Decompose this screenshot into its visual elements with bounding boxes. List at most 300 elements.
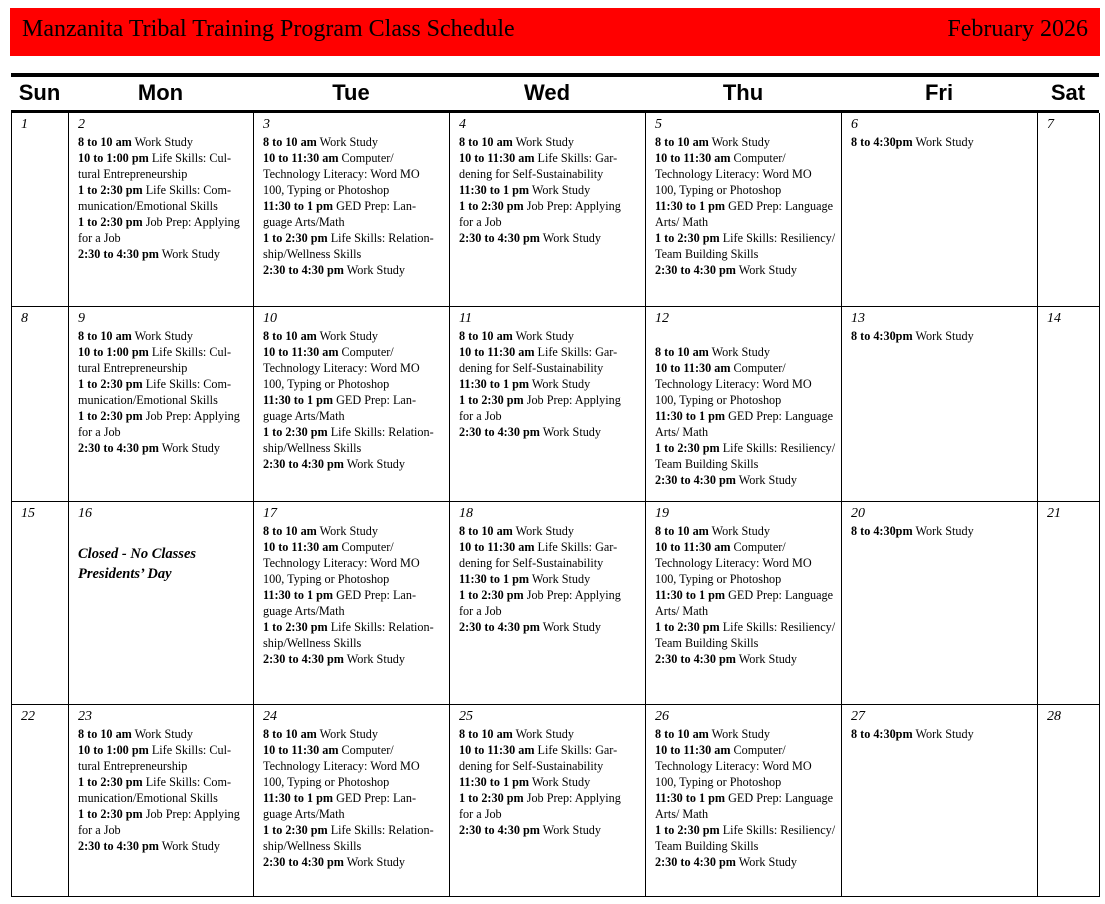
event-description: Work Study bbox=[316, 329, 378, 343]
day-number: 7 bbox=[1047, 117, 1054, 132]
day-number: 10 bbox=[263, 311, 277, 326]
schedule-event bbox=[655, 230, 837, 262]
day-number: 19 bbox=[655, 506, 669, 521]
event-description: GED Prep: Lan- guage Arts/Math bbox=[263, 393, 416, 423]
event-description: Work Study bbox=[158, 839, 220, 853]
event-time: 10 to 11:30 am bbox=[459, 345, 535, 359]
day-cell-16 bbox=[69, 501, 254, 704]
schedule-event bbox=[655, 651, 837, 667]
schedule-event bbox=[459, 539, 641, 571]
weekday-sat: Sat bbox=[1050, 80, 1086, 105]
event-description: Work Study bbox=[316, 524, 378, 538]
event-time: 10 to 1:00 pm bbox=[78, 743, 149, 757]
schedule-event bbox=[655, 198, 837, 230]
event-time: 8 to 4:30pm bbox=[851, 135, 913, 149]
schedule-event bbox=[655, 134, 837, 150]
event-time: 2:30 to 4:30 pm bbox=[655, 263, 736, 277]
schedule-event bbox=[459, 742, 641, 774]
event-description: Work Study bbox=[529, 775, 591, 789]
event-time: 8 to 10 am bbox=[655, 345, 709, 359]
event-description: Work Study bbox=[735, 263, 797, 277]
event-description: Life Skills: Cul- tural Entrepreneurship bbox=[78, 151, 232, 181]
event-description: Work Study bbox=[343, 652, 405, 666]
event-description: Work Study bbox=[131, 329, 193, 343]
schedule-event bbox=[459, 587, 641, 619]
event-time: 10 to 11:30 am bbox=[459, 743, 535, 757]
event-description: Job Prep: Applying for a Job bbox=[459, 199, 621, 229]
event-description: Work Study bbox=[912, 329, 974, 343]
schedule-event bbox=[459, 344, 641, 376]
schedule-event bbox=[459, 376, 641, 392]
schedule-event bbox=[78, 726, 249, 742]
event-description: Work Study bbox=[912, 524, 974, 538]
schedule-event bbox=[655, 539, 837, 587]
day-number: 13 bbox=[851, 311, 865, 326]
day-number: 12 bbox=[655, 311, 669, 326]
event-description: Work Study bbox=[158, 247, 220, 261]
event-time: 11:30 to 1 pm bbox=[655, 409, 726, 423]
event-time: 8 to 10 am bbox=[655, 727, 709, 741]
schedule-event bbox=[78, 376, 249, 408]
weekday-thu: Thu bbox=[722, 80, 764, 105]
weekday-tue: Tue bbox=[332, 80, 370, 105]
event-time: 10 to 11:30 am bbox=[459, 540, 535, 554]
event-description: GED Prep: Lan- guage Arts/Math bbox=[263, 199, 416, 229]
day-number: 9 bbox=[78, 311, 85, 326]
schedule-event bbox=[459, 134, 641, 150]
day-number: 3 bbox=[263, 117, 270, 132]
event-time: 2:30 to 4:30 pm bbox=[459, 425, 540, 439]
event-time: 10 to 1:00 pm bbox=[78, 151, 149, 165]
event-time: 10 to 11:30 am bbox=[263, 743, 339, 757]
event-description: Work Study bbox=[539, 823, 601, 837]
event-description: Work Study bbox=[512, 135, 574, 149]
schedule-event bbox=[78, 742, 249, 774]
day-cell-2 bbox=[69, 113, 254, 306]
event-description: Life Skills: Relation- ship/Wellness Skills bbox=[263, 231, 434, 261]
event-time: 10 to 11:30 am bbox=[263, 151, 339, 165]
day-number: 4 bbox=[459, 117, 466, 132]
event-description: Life Skills: Resiliency/ Team Building Skills bbox=[655, 620, 836, 650]
event-time: 8 to 10 am bbox=[459, 727, 513, 741]
schedule-event bbox=[459, 150, 641, 182]
event-time: 1 to 2:30 pm bbox=[78, 377, 143, 391]
event-time: 10 to 11:30 am bbox=[263, 345, 339, 359]
event-time: 10 to 11:30 am bbox=[655, 743, 731, 757]
event-time: 1 to 2:30 pm bbox=[263, 425, 328, 439]
schedule-event bbox=[263, 619, 445, 651]
schedule-event bbox=[78, 440, 249, 456]
event-time: 8 to 10 am bbox=[459, 135, 513, 149]
schedule-event bbox=[459, 822, 641, 838]
event-time: 2:30 to 4:30 pm bbox=[263, 652, 344, 666]
event-description: Computer/ Technology Literacy: Word MO 100, Typing or Photoshop bbox=[263, 345, 420, 391]
schedule-title: Manzanita Tribal Training Program Class Schedule bbox=[22, 16, 515, 42]
schedule-event bbox=[263, 392, 445, 424]
event-description: Life Skills: Gar- dening for Self-Sustainability bbox=[459, 151, 618, 181]
schedule-event bbox=[263, 742, 445, 790]
weekday-mon: Mon bbox=[137, 80, 184, 105]
day-cell-23 bbox=[69, 704, 254, 897]
event-time: 1 to 2:30 pm bbox=[655, 823, 720, 837]
event-description: GED Prep: Language Arts/ Math bbox=[655, 199, 834, 229]
schedule-event bbox=[263, 790, 445, 822]
schedule-event bbox=[263, 198, 445, 230]
schedule-event bbox=[78, 838, 249, 854]
event-time: 10 to 11:30 am bbox=[655, 361, 731, 375]
day-cell-9 bbox=[69, 306, 254, 501]
day-cell-28 bbox=[1038, 704, 1100, 897]
day-number: 22 bbox=[21, 709, 35, 724]
schedule-event bbox=[655, 344, 837, 360]
day-number: 15 bbox=[21, 506, 35, 521]
event-time: 8 to 4:30pm bbox=[851, 727, 913, 741]
event-description: Life Skills: Cul- tural Entrepreneurship bbox=[78, 345, 232, 375]
event-description: Work Study bbox=[539, 425, 601, 439]
event-time: 1 to 2:30 pm bbox=[459, 588, 524, 602]
event-time: 2:30 to 4:30 pm bbox=[78, 247, 159, 261]
schedule-event bbox=[459, 198, 641, 230]
weekday-wed: Wed bbox=[523, 80, 571, 105]
schedule-event bbox=[263, 150, 445, 198]
schedule-event bbox=[655, 854, 837, 870]
day-number: 5 bbox=[655, 117, 662, 132]
schedule-event bbox=[263, 134, 445, 150]
schedule-event bbox=[655, 408, 837, 440]
schedule-event bbox=[655, 472, 837, 488]
event-time: 1 to 2:30 pm bbox=[459, 393, 524, 407]
event-description: Computer/ Technology Literacy: Word MO 100, Typing or Photoshop bbox=[655, 540, 812, 586]
event-description: Work Study bbox=[708, 345, 770, 359]
day-number: 27 bbox=[851, 709, 865, 724]
schedule-event bbox=[459, 790, 641, 822]
day-cell-5 bbox=[646, 113, 842, 306]
schedule-event bbox=[851, 134, 1033, 150]
schedule-event bbox=[263, 822, 445, 854]
event-time: 1 to 2:30 pm bbox=[655, 620, 720, 634]
schedule-event bbox=[459, 774, 641, 790]
event-description: Work Study bbox=[708, 135, 770, 149]
event-description: GED Prep: Language Arts/ Math bbox=[655, 409, 834, 439]
schedule-event bbox=[78, 150, 249, 182]
day-cell-27 bbox=[842, 704, 1038, 897]
schedule-event bbox=[263, 230, 445, 262]
event-description: Life Skills: Relation- ship/Wellness Skills bbox=[263, 823, 434, 853]
schedule-event bbox=[459, 230, 641, 246]
event-description: Work Study bbox=[529, 572, 591, 586]
event-description: Computer/ Technology Literacy: Word MO 100, Typing or Photoshop bbox=[655, 743, 812, 789]
event-time: 2:30 to 4:30 pm bbox=[263, 263, 344, 277]
event-time: 1 to 2:30 pm bbox=[78, 409, 143, 423]
event-description: Job Prep: Applying for a Job bbox=[78, 807, 240, 837]
event-time: 11:30 to 1 pm bbox=[655, 588, 726, 602]
event-time: 10 to 11:30 am bbox=[655, 151, 731, 165]
event-description: Work Study bbox=[539, 231, 601, 245]
schedule-event bbox=[78, 246, 249, 262]
event-time: 2:30 to 4:30 pm bbox=[78, 441, 159, 455]
event-time: 8 to 10 am bbox=[263, 524, 317, 538]
day-number: 25 bbox=[459, 709, 473, 724]
event-description: Life Skills: Com- munication/Emotional Skills bbox=[78, 183, 232, 213]
schedule-event bbox=[655, 150, 837, 198]
event-time: 11:30 to 1 pm bbox=[263, 393, 334, 407]
event-time: 8 to 10 am bbox=[655, 135, 709, 149]
event-description: Job Prep: Applying for a Job bbox=[459, 588, 621, 618]
event-description: Work Study bbox=[735, 652, 797, 666]
day-cell-25 bbox=[450, 704, 646, 897]
event-time: 8 to 10 am bbox=[78, 135, 132, 149]
schedule-event bbox=[655, 742, 837, 790]
schedule-event bbox=[655, 726, 837, 742]
event-description: Work Study bbox=[512, 727, 574, 741]
day-number: 2 bbox=[78, 117, 85, 132]
event-time: 11:30 to 1 pm bbox=[459, 183, 530, 197]
event-time: 8 to 10 am bbox=[655, 524, 709, 538]
event-time: 2:30 to 4:30 pm bbox=[459, 620, 540, 634]
day-cell-20 bbox=[842, 501, 1038, 704]
calendar-grid bbox=[11, 113, 1099, 897]
event-description: Computer/ Technology Literacy: Word MO 100, Typing or Photoshop bbox=[263, 540, 420, 586]
event-description: Computer/ Technology Literacy: Word MO 100, Typing or Photoshop bbox=[263, 743, 420, 789]
schedule-event bbox=[78, 134, 249, 150]
event-description: Work Study bbox=[131, 135, 193, 149]
event-description: Life Skills: Resiliency/ Team Building Skills bbox=[655, 441, 836, 471]
day-cell-14 bbox=[1038, 306, 1100, 501]
day-cell-12 bbox=[646, 306, 842, 501]
schedule-event bbox=[655, 360, 837, 408]
day-number: 18 bbox=[459, 506, 473, 521]
day-cell-10 bbox=[254, 306, 450, 501]
schedule-event bbox=[655, 822, 837, 854]
event-time: 10 to 1:00 pm bbox=[78, 345, 149, 359]
event-time: 2:30 to 4:30 pm bbox=[263, 855, 344, 869]
schedule-event bbox=[263, 456, 445, 472]
event-time: 2:30 to 4:30 pm bbox=[263, 457, 344, 471]
schedule-event bbox=[78, 328, 249, 344]
event-time: 8 to 10 am bbox=[263, 135, 317, 149]
event-description: GED Prep: Lan- guage Arts/Math bbox=[263, 588, 416, 618]
event-time: 1 to 2:30 pm bbox=[78, 215, 143, 229]
day-cell-21 bbox=[1038, 501, 1100, 704]
schedule-event bbox=[263, 539, 445, 587]
day-cell-8 bbox=[12, 306, 69, 501]
event-description: Work Study bbox=[539, 620, 601, 634]
event-time: 8 to 10 am bbox=[263, 329, 317, 343]
event-description: Work Study bbox=[529, 377, 591, 391]
event-time: 2:30 to 4:30 pm bbox=[655, 855, 736, 869]
weekday-fri: Fri bbox=[924, 80, 954, 105]
weekday-sun: Sun bbox=[18, 80, 61, 105]
event-description: GED Prep: Lan- guage Arts/Math bbox=[263, 791, 416, 821]
day-number: 16 bbox=[78, 506, 92, 521]
event-description: Life Skills: Com- munication/Emotional Skills bbox=[78, 775, 232, 805]
schedule-event bbox=[78, 214, 249, 246]
event-description: Work Study bbox=[343, 457, 405, 471]
day-cell-13 bbox=[842, 306, 1038, 501]
schedule-event bbox=[851, 523, 1033, 539]
event-time: 1 to 2:30 pm bbox=[263, 620, 328, 634]
event-time: 2:30 to 4:30 pm bbox=[655, 652, 736, 666]
day-cell-1 bbox=[12, 113, 69, 306]
event-description: Life Skills: Cul- tural Entrepreneurship bbox=[78, 743, 232, 773]
event-time: 1 to 2:30 pm bbox=[459, 199, 524, 213]
schedule-event bbox=[78, 408, 249, 440]
day-cell-18 bbox=[450, 501, 646, 704]
day-cell-19 bbox=[646, 501, 842, 704]
schedule-banner bbox=[10, 8, 1100, 56]
schedule-event bbox=[459, 571, 641, 587]
event-description: Work Study bbox=[343, 855, 405, 869]
event-description: Computer/ Technology Literacy: Word MO 100, Typing or Photoshop bbox=[263, 151, 420, 197]
schedule-event bbox=[459, 424, 641, 440]
schedule-event bbox=[655, 262, 837, 278]
event-description: Work Study bbox=[912, 135, 974, 149]
day-cell-15 bbox=[12, 501, 69, 704]
schedule-event bbox=[263, 262, 445, 278]
closed-notice: Closed - No Classes Presidents’ Day bbox=[78, 546, 197, 582]
event-description: Life Skills: Gar- dening for Self-Sustainability bbox=[459, 345, 618, 375]
event-time: 2:30 to 4:30 pm bbox=[655, 473, 736, 487]
event-time: 8 to 10 am bbox=[459, 329, 513, 343]
schedule-event bbox=[263, 854, 445, 870]
event-time: 2:30 to 4:30 pm bbox=[78, 839, 159, 853]
event-description: Job Prep: Applying for a Job bbox=[78, 215, 240, 245]
event-description: GED Prep: Language Arts/ Math bbox=[655, 588, 834, 618]
schedule-event bbox=[851, 328, 1033, 344]
schedule-event bbox=[263, 328, 445, 344]
event-description: Work Study bbox=[735, 855, 797, 869]
event-time: 2:30 to 4:30 pm bbox=[459, 823, 540, 837]
event-description: Work Study bbox=[131, 727, 193, 741]
schedule-event bbox=[459, 392, 641, 424]
event-time: 1 to 2:30 pm bbox=[459, 791, 524, 805]
schedule-event bbox=[78, 344, 249, 376]
day-number: 14 bbox=[1047, 311, 1061, 326]
event-time: 11:30 to 1 pm bbox=[459, 775, 530, 789]
event-description: Work Study bbox=[708, 727, 770, 741]
day-number: 21 bbox=[1047, 506, 1061, 521]
day-cell-7 bbox=[1038, 113, 1100, 306]
event-time: 11:30 to 1 pm bbox=[459, 572, 530, 586]
event-time: 11:30 to 1 pm bbox=[655, 791, 726, 805]
schedule-event bbox=[655, 790, 837, 822]
schedule-event bbox=[78, 806, 249, 838]
weekday-header-row bbox=[11, 77, 1099, 110]
day-cell-11 bbox=[450, 306, 646, 501]
event-description: Work Study bbox=[529, 183, 591, 197]
event-time: 1 to 2:30 pm bbox=[655, 441, 720, 455]
event-time: 8 to 4:30pm bbox=[851, 329, 913, 343]
day-number: 20 bbox=[851, 506, 865, 521]
day-number: 24 bbox=[263, 709, 277, 724]
schedule-event bbox=[78, 774, 249, 806]
event-description: Work Study bbox=[316, 727, 378, 741]
schedule-event bbox=[655, 619, 837, 651]
schedule-event bbox=[263, 424, 445, 456]
event-description: GED Prep: Language Arts/ Math bbox=[655, 791, 834, 821]
schedule-event bbox=[655, 523, 837, 539]
event-description: Work Study bbox=[512, 329, 574, 343]
schedule-event bbox=[78, 182, 249, 214]
schedule-event bbox=[459, 726, 641, 742]
event-description: Work Study bbox=[735, 473, 797, 487]
event-time: 1 to 2:30 pm bbox=[263, 231, 328, 245]
day-cell-22 bbox=[12, 704, 69, 897]
event-time: 1 to 2:30 pm bbox=[655, 231, 720, 245]
event-description: Job Prep: Applying for a Job bbox=[459, 791, 621, 821]
event-description: Life Skills: Gar- dening for Self-Sustainability bbox=[459, 743, 618, 773]
event-description: Job Prep: Applying for a Job bbox=[459, 393, 621, 423]
schedule-event bbox=[459, 328, 641, 344]
schedule-event bbox=[459, 619, 641, 635]
event-description: Life Skills: Relation- ship/Wellness Skills bbox=[263, 425, 434, 455]
event-time: 10 to 11:30 am bbox=[459, 151, 535, 165]
schedule-event bbox=[263, 523, 445, 539]
schedule-event bbox=[655, 440, 837, 472]
spacer bbox=[655, 328, 837, 344]
event-description: Life Skills: Resiliency/ Team Building Skills bbox=[655, 231, 836, 261]
day-cell-26 bbox=[646, 704, 842, 897]
event-description: Life Skills: Gar- dening for Self-Sustainability bbox=[459, 540, 618, 570]
schedule-month: February 2026 bbox=[947, 16, 1088, 42]
event-time: 11:30 to 1 pm bbox=[655, 199, 726, 213]
schedule-event bbox=[655, 587, 837, 619]
event-time: 1 to 2:30 pm bbox=[78, 807, 143, 821]
day-number: 8 bbox=[21, 311, 28, 326]
schedule-event bbox=[263, 344, 445, 392]
day-number: 17 bbox=[263, 506, 277, 521]
event-time: 1 to 2:30 pm bbox=[78, 775, 143, 789]
event-description: Work Study bbox=[158, 441, 220, 455]
event-time: 11:30 to 1 pm bbox=[459, 377, 530, 391]
day-cell-17 bbox=[254, 501, 450, 704]
day-cell-6 bbox=[842, 113, 1038, 306]
event-time: 8 to 10 am bbox=[78, 727, 132, 741]
schedule-event bbox=[459, 523, 641, 539]
event-description: Work Study bbox=[316, 135, 378, 149]
event-description: Life Skills: Com- munication/Emotional Skills bbox=[78, 377, 232, 407]
event-description: Work Study bbox=[343, 263, 405, 277]
event-description: Job Prep: Applying for a Job bbox=[78, 409, 240, 439]
day-number: 11 bbox=[459, 311, 472, 326]
event-time: 8 to 10 am bbox=[78, 329, 132, 343]
schedule-event bbox=[263, 726, 445, 742]
day-number: 23 bbox=[78, 709, 92, 724]
day-number: 1 bbox=[21, 117, 28, 132]
event-description: Life Skills: Resiliency/ Team Building Skills bbox=[655, 823, 836, 853]
day-number: 26 bbox=[655, 709, 669, 724]
event-description: Computer/ Technology Literacy: Word MO 100, Typing or Photoshop bbox=[655, 361, 812, 407]
day-number: 28 bbox=[1047, 709, 1061, 724]
event-description: Work Study bbox=[912, 727, 974, 741]
event-time: 10 to 11:30 am bbox=[655, 540, 731, 554]
day-cell-4 bbox=[450, 113, 646, 306]
event-time: 2:30 to 4:30 pm bbox=[459, 231, 540, 245]
event-time: 11:30 to 1 pm bbox=[263, 791, 334, 805]
schedule-event bbox=[263, 587, 445, 619]
event-time: 8 to 10 am bbox=[459, 524, 513, 538]
event-description: Life Skills: Relation- ship/Wellness Skills bbox=[263, 620, 434, 650]
event-description: Computer/ Technology Literacy: Word MO 100, Typing or Photoshop bbox=[655, 151, 812, 197]
event-time: 10 to 11:30 am bbox=[263, 540, 339, 554]
event-time: 11:30 to 1 pm bbox=[263, 199, 334, 213]
event-time: 8 to 10 am bbox=[263, 727, 317, 741]
day-cell-3 bbox=[254, 113, 450, 306]
event-time: 11:30 to 1 pm bbox=[263, 588, 334, 602]
event-time: 8 to 4:30pm bbox=[851, 524, 913, 538]
schedule-event bbox=[263, 651, 445, 667]
event-description: Work Study bbox=[708, 524, 770, 538]
